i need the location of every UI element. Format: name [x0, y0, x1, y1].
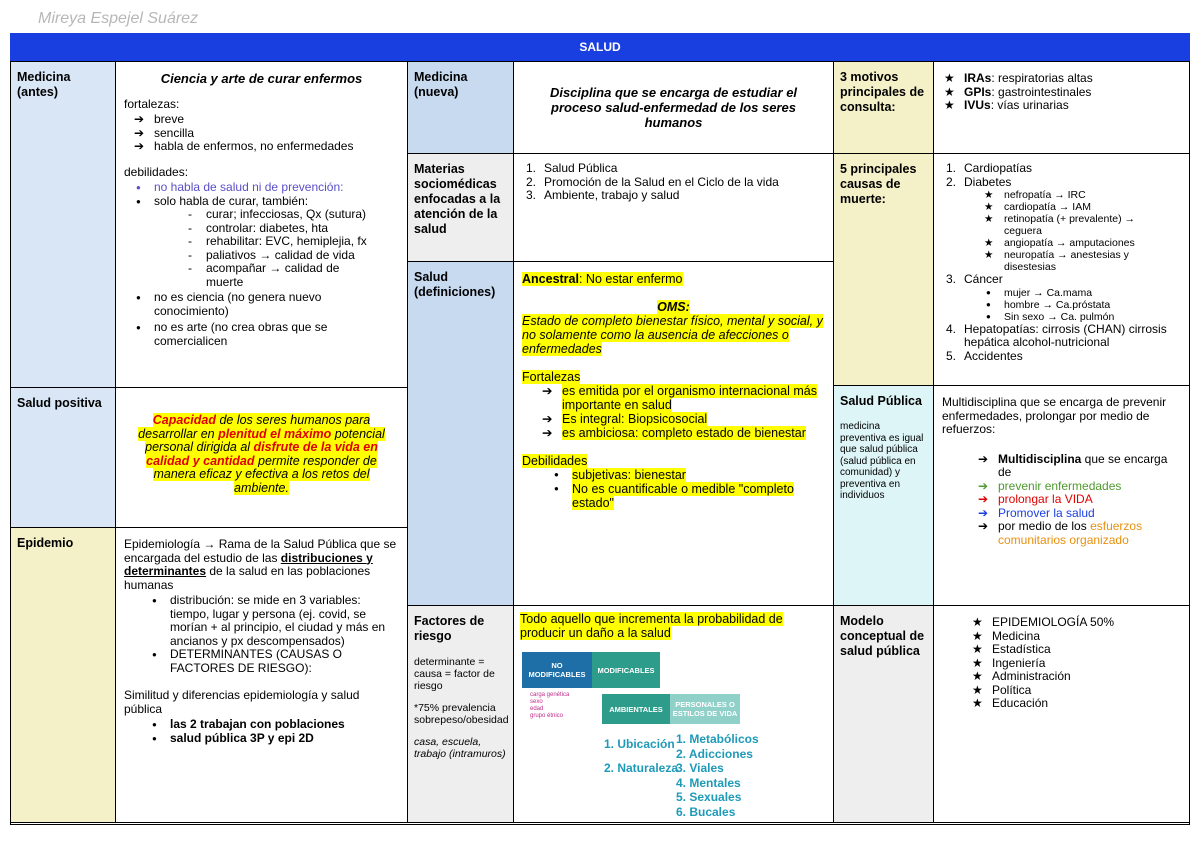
fortalezas-heading: fortalezas: — [124, 96, 180, 111]
list-item: ★ Medicina — [970, 630, 1181, 644]
list-item: - curar; infecciosas, Qx (sutura) — [178, 208, 378, 222]
list-item: 5. Accidentes — [946, 348, 1023, 363]
label-modelo-conceptual: Modelo conceptual de salud pública — [834, 606, 934, 823]
list-item: ★ angiopatía → amputaciones — [982, 237, 1172, 249]
list-item: ● hombre → Ca.próstata — [978, 299, 1181, 311]
cell-epidemio — [116, 528, 408, 823]
list-item: ● no es arte (no crea obras que se comercialicen — [128, 321, 368, 348]
label-causas-muerte: 5 principales causas de muerte: — [834, 154, 934, 386]
sp-text-2: de los seres humanos para desarrollar en — [138, 413, 371, 441]
list-item: ● distribución: se mide en 3 variables: tiempo, lugar y persona (ej. covid, se morían + al principio, el ciudad y más en ancianos y px descompensados) — [144, 594, 399, 648]
fortalezas-def-heading: Fortalezas — [522, 370, 581, 384]
epi-p1b: distribuciones y determinantes — [124, 550, 373, 578]
list-item: ➔ Promover la salud — [972, 507, 1181, 521]
author-name: Mireya Espejel Suárez — [38, 10, 199, 27]
sp-text-1: Capacidad — [152, 413, 216, 427]
inf-personales: PERSONALES O ESTILOS DE VIDA — [670, 694, 740, 724]
list-item: ● no habla de salud ni de prevención: — [128, 181, 399, 195]
list-item: ● subjetivas: bienestar — [546, 468, 806, 482]
list-item: ★ neuropatía → anestesias y disestesias — [982, 249, 1172, 273]
salud-publica-sub: medicina preventiva es igual que salud pública (salud pública en comunidad) y preventiva en individuos — [840, 421, 924, 501]
list-item: ➔ es ambiciosa: completo estado de bienestar — [536, 426, 825, 440]
factores-note-2: *75% prevalencia sobrepeso/obesidad — [414, 702, 509, 726]
list-item: 3. Cáncer — [946, 272, 1003, 286]
label-factores-riesgo — [408, 606, 514, 823]
list-item: - rehabilitar: EVC, hemiplejia, fx — [178, 235, 378, 249]
list-item: ➔ Es integral: Biopsicosocial — [536, 412, 825, 426]
list-item: ● mujer → Ca.mama — [978, 287, 1181, 299]
cell-modelo-conceptual — [934, 606, 1190, 823]
list-item: ★ Administración — [970, 670, 1181, 684]
list-item: 1. Cardiopatías — [946, 161, 1033, 175]
list-item: 4. Hepatopatías: cirrosis (CHAN) cirrosis hepática alcohol-nutricional — [946, 321, 1167, 349]
cell-medicina-antes — [116, 62, 408, 388]
sp-text-6: permite responder de manera eficaz y efectiva a los retos del ambiente. — [153, 453, 377, 495]
risk-factors-infographic — [522, 652, 830, 818]
cell-salud-positiva — [116, 388, 408, 528]
label-epidemio: Epidemio — [10, 528, 116, 823]
list-item: ➔ breve — [128, 113, 399, 127]
list-item: ➔ sencilla — [128, 127, 399, 141]
list-item: ➔ es emitida por el organismo internacional más importante en salud — [536, 384, 825, 412]
factores-label: Factores de riesgo — [414, 614, 485, 643]
list-item: - paliativos → calidad de vida — [178, 249, 378, 263]
inf-modificables: MODIFICABLES — [592, 652, 660, 688]
list-item: - acompañar → calidad de muerte — [178, 262, 378, 289]
factores-text: Todo aquello que incrementa la probabilidad de producir un daño a la salud — [520, 612, 783, 640]
sp-text-3: plenitud el máximo — [218, 426, 332, 441]
list-item: 1. Salud Pública — [526, 161, 618, 175]
list-item: ● las 2 trabajan con poblaciones — [144, 718, 399, 732]
factores-note-3: casa, escuela, trabajo (intramuros) — [414, 736, 506, 760]
label-medicina-nueva: Medicina (nueva) — [408, 62, 514, 154]
cell-salud-definiciones — [514, 262, 834, 606]
list-item: ➔ por medio de los esfuerzos comunitarios organizado — [972, 520, 1181, 547]
cell-medicina-nueva — [514, 62, 834, 154]
list-item: ➔ habla de enfermos, no enfermedades — [128, 140, 399, 154]
label-salud-definiciones: Salud (definiciones) — [408, 262, 514, 606]
list-item: ● solo habla de curar, también: — [128, 195, 399, 209]
epi-p2: Similitud y diferencias epidemiología y salud pública — [124, 688, 360, 716]
label-medicina-antes: Medicina (antes) — [10, 62, 116, 388]
inf-amb-list: 1. Ubicación 2. Naturaleza — [604, 737, 679, 775]
list-item: ● DETERMINANTES (CAUSAS O FACTORES DE RIESGO): — [144, 648, 399, 675]
table-header: SALUD — [10, 33, 1190, 62]
list-item: ● Sin sexo → Ca. pulmón — [978, 311, 1181, 323]
cell-salud-publica — [934, 386, 1190, 606]
label-motivos-consulta: 3 motivos principales de consulta: — [834, 62, 934, 154]
list-item: ★ GPIs: gastrointestinales — [942, 86, 1181, 100]
list-item: ★ Ingeniería — [970, 657, 1181, 671]
list-item: 3. Ambiente, trabajo y salud — [526, 188, 680, 202]
label-salud-publica — [834, 386, 934, 606]
label-materias: Materias sociomédicas enfocadas a la atención de la salud — [408, 154, 514, 262]
inf-pers-list: 1. Metabólicos 2. Adicciones 3. Viales 4. Mentales 5. Sexuales 6. Bucales — [676, 732, 759, 819]
list-item: ★ Educación — [970, 697, 1181, 711]
list-item: ● No es cuantificable o medible "completo estado" — [546, 482, 806, 510]
inf-ambientales: AMBIENTALES — [602, 694, 670, 724]
oms-heading: OMS: — [657, 300, 690, 314]
list-item: ➔ Multidisciplina que se encarga de — [972, 453, 1181, 480]
oms-text: Estado de completo bienestar físico, mental y social, y no solamente como la ausencia de afecciones o enfermedades — [522, 314, 823, 356]
medicina-nueva-text: Disciplina que se encarga de estudiar el proceso salud-enfermedad de los seres humanos — [549, 85, 798, 130]
debilidades-def-heading: Debilidades — [522, 454, 588, 468]
ancestral-text: : No estar enfermo — [578, 272, 683, 286]
list-item: ★ EPIDEMIOLOGÍA 50% — [970, 616, 1181, 630]
cell-causas-muerte — [934, 154, 1190, 386]
cell-motivos-consulta — [934, 62, 1190, 154]
cell-materias — [514, 154, 834, 262]
inf-nomod-list: carga genética sexo edad grupo étnico — [530, 692, 570, 719]
epi-p1a: Epidemiología → Rama de la Salud Pública que se encargada del estudio de las — [124, 537, 397, 565]
sp-text-5: disfrute de la vida en calidad y cantidad — [146, 440, 378, 468]
list-item: ★ cardiopatía → IAM — [982, 201, 1172, 213]
label-salud-positiva: Salud positiva — [10, 388, 116, 528]
epi-p1c: de la salud en las poblaciones humanas — [124, 564, 371, 592]
list-item: ★ IVUs: vías urinarias — [942, 99, 1181, 113]
ancestral-bold: Ancestral — [522, 272, 579, 286]
list-item: ● salud pública 3P y epi 2D — [144, 732, 399, 746]
list-item: ★ nefropatía → IRC — [982, 189, 1172, 201]
list-item: ➔ prolongar la VIDA — [972, 493, 1181, 507]
list-item: 2. Promoción de la Salud en el Ciclo de la vida — [526, 174, 779, 189]
list-item: ➔ prevenir enfermedades — [972, 480, 1181, 494]
list-item: - controlar: diabetes, hta — [178, 222, 378, 236]
salud-publica-text: Multidisciplina que se encarga de prevenir enfermedades, prolongar por medio de refuerzos: — [942, 395, 1167, 436]
list-item: ● no es ciencia (no genera nuevo conocimiento) — [128, 291, 368, 318]
medicina-antes-title: Ciencia y arte de curar enfermos — [160, 71, 363, 86]
list-item: ★ Estadística — [970, 643, 1181, 657]
factores-note-1: determinante = causa = factor de riesgo — [414, 656, 495, 692]
debilidades-heading: debilidades: — [124, 164, 189, 179]
list-item: ★ retinopatía (+ prevalente) → ceguera — [982, 213, 1172, 237]
salud-publica-label: Salud Pública — [840, 394, 922, 408]
cell-factores-riesgo — [514, 606, 834, 823]
list-item: ★ IRAs: respiratorias altas — [942, 72, 1181, 86]
inf-no-modificables: NO MODIFICABLES — [522, 652, 592, 688]
list-item: ★ Política — [970, 684, 1181, 698]
list-item: 2. Diabetes — [946, 174, 1012, 189]
sp-text-4: potencial personal dirigida al — [145, 426, 385, 454]
